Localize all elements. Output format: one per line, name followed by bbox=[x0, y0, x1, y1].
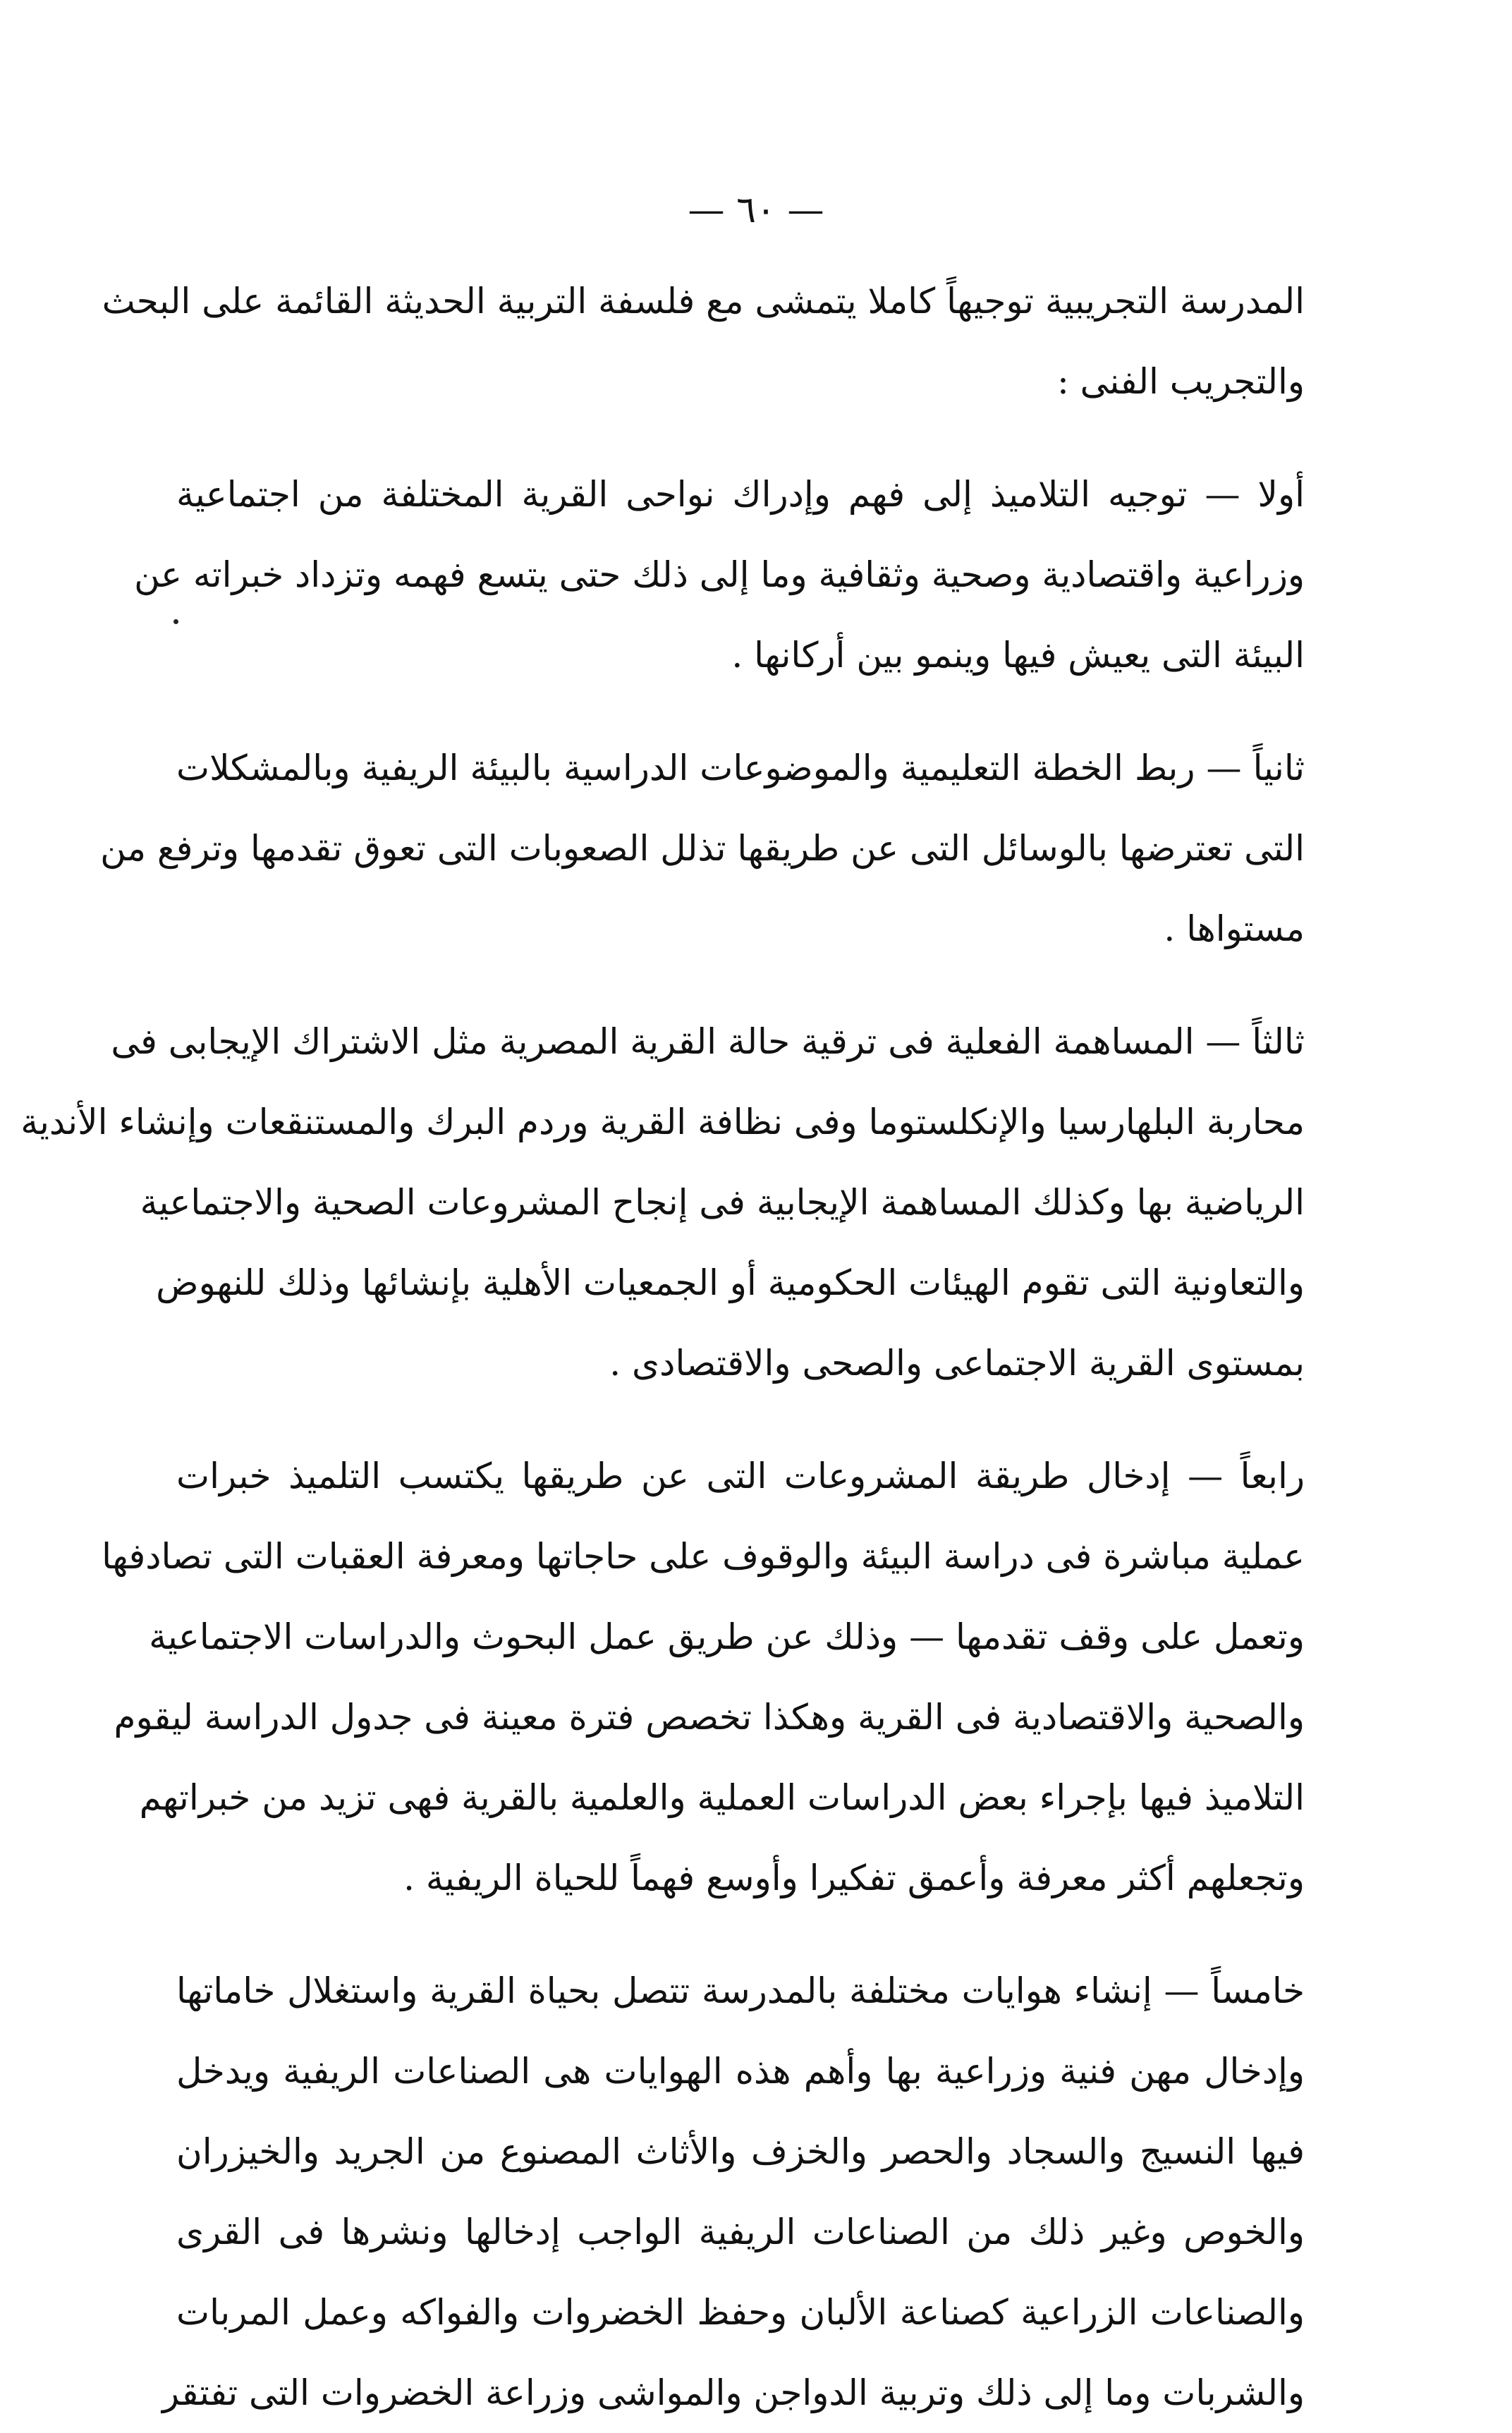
text-line: المدرسة التجريبية توجيهاً كاملا يتمشى مع فلسفة التربية الحديثة القائمة على البحث bbox=[102, 281, 1305, 322]
text-line: الرياضية بها وكذلك المساهمة الإيجابية فى إنجاح المشروعات الصحية والاجتماعية bbox=[140, 1182, 1305, 1223]
text-line: البيئة التى يعيش فيها وينمو بين أركانها . bbox=[731, 635, 1305, 676]
text-line: والتعاونية التى تقوم الهيئات الحكومية أو الجمعيات الأهلية بإنشائها وذلك للنهوض bbox=[156, 1262, 1305, 1303]
paragraph-intro bbox=[102, 261, 1305, 422]
article-body bbox=[20, 261, 1305, 2433]
paragraph-third bbox=[20, 1001, 1305, 1403]
text-line: والتجريب الفنى : bbox=[1056, 361, 1305, 402]
text-line: والخوص وغير ذلك من الصناعات الريفية الواجب إدخالها ونشرها فى القرى bbox=[176, 2212, 1305, 2252]
page-number: — ٦٠ — bbox=[688, 189, 824, 231]
paragraph-second bbox=[100, 728, 1305, 969]
text-line: فيها النسيج والسجاد والحصر والخزف والأثاث المصنوع من الجريد والخيزران bbox=[176, 2131, 1305, 2172]
text-line: وتعمل على وقف تقدمها — وذلك عن طريق عمل البحوث والدراسات الاجتماعية bbox=[149, 1616, 1305, 1657]
text-line: والشربات وما إلى ذلك وتربية الدواجن والمواشى وزراعة الخضروات التى تفتقر bbox=[161, 2372, 1305, 2413]
text-line: ثانياً — ربط الخطة التعليمية والموضوعات الدراسية بالبيئة الريفية وبالمشكلات bbox=[176, 748, 1305, 788]
text-line: محاربة البلهارسيا والإنكلستوما وفى نظافة القرية وردم البرك والمستنقعات وإنشاء الأندية bbox=[20, 1102, 1305, 1142]
text-line: وزراعية واقتصادية وصحية وثقافية وما إلى ذلك حتى يتسع فهمه وتزداد خبراته عن bbox=[134, 554, 1305, 595]
text-line: التى تعترضها بالوسائل التى عن طريقها تذلل الصعوبات التى تعوق تقدمها وترفع من bbox=[100, 828, 1305, 869]
paragraph-first bbox=[134, 454, 1305, 695]
text-line: التلاميذ فيها بإجراء بعض الدراسات العملية والعلمية بالقرية فهى تزيد من خبراتهم bbox=[139, 1777, 1305, 1818]
text-line: رابعاً — إدخال طريقة المشروعات التى عن طريقها يكتسب التلميذ خبرات bbox=[176, 1456, 1305, 1496]
paragraph-fifth bbox=[161, 1951, 1305, 2433]
text-line: بمستوى القرية الاجتماعى والصحى والاقتصادى . bbox=[609, 1343, 1305, 1384]
text-line: وإدخال مهن فنية وزراعية بها وأهم هذه الهوايات هى الصناعات الريفية ويدخل bbox=[176, 2051, 1305, 2092]
text-line: ثالثاً — المساهمة الفعلية فى ترقية حالة القرية المصرية مثل الاشتراك الإيجابى فى bbox=[111, 1021, 1305, 1062]
text-line: والصحية والاقتصادية فى القرية وهكذا تخصص فترة معينة فى جدول الدراسة ليقوم bbox=[114, 1697, 1305, 1738]
paragraph-fourth bbox=[102, 1436, 1305, 1918]
text-line: عملية مباشرة فى دراسة البيئة والوقوف على حاجاتها ومعرفة العقبات التى تصادفها bbox=[102, 1536, 1305, 1577]
text-line: خامساً — إنشاء هوايات مختلفة بالمدرسة تتصل بحياة القرية واستغلال خاماتها bbox=[176, 1970, 1305, 2011]
text-line: وتجعلهم أكثر معرفة وأعمق تفكيرا وأوسع فهماً للحياة الريفية . bbox=[403, 1858, 1305, 1898]
text-line: أولا — توجيه التلاميذ إلى فهم وإدراك نواحى القرية المختلفة من اجتماعية bbox=[176, 474, 1305, 515]
text-line: مستواها . bbox=[1164, 908, 1305, 949]
text-line: والصناعات الزراعية كصناعة الألبان وحفظ الخضروات والفواكه وعمل المربات bbox=[176, 2292, 1305, 2333]
